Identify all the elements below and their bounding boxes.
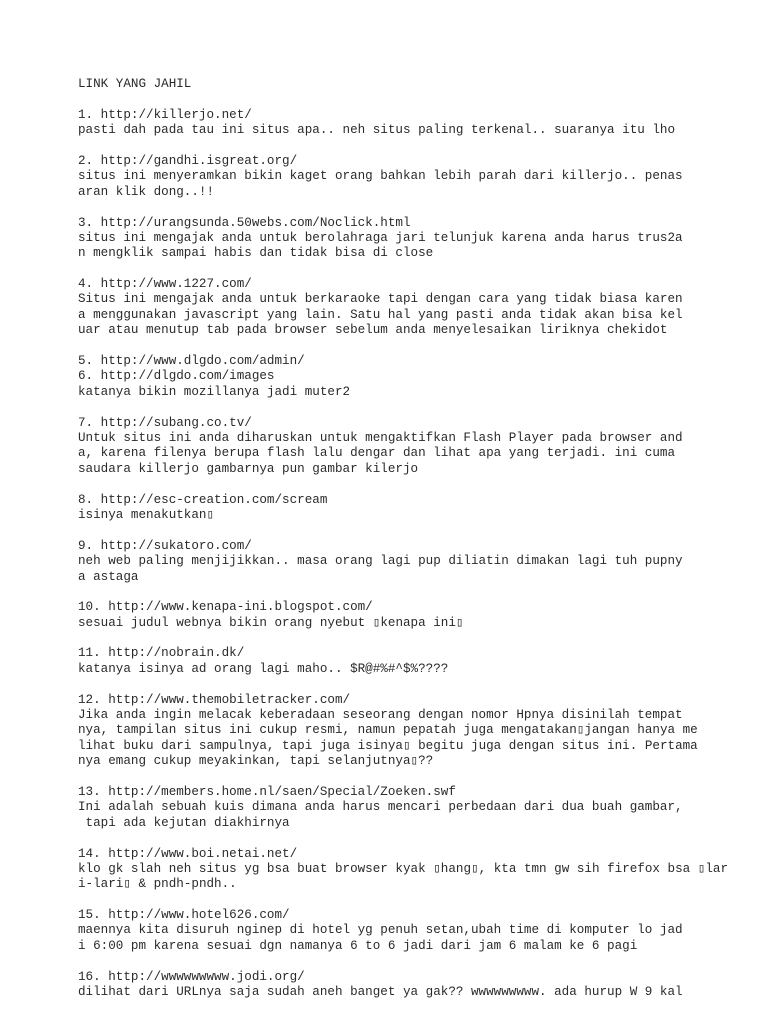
- link-description: nya emang cukup meyakinkan, tapi selanjutnya▯??: [78, 754, 434, 769]
- link-url[interactable]: 4. http://www.1227.com/: [78, 277, 252, 292]
- link-description: i 6:00 pm karena sesuai dgn namanya 6 to 6 jadi dari jam 6 malam ke 6 pagi: [78, 938, 638, 953]
- link-description: katanya isinya ad orang lagi maho.. $R@#%#^$%????: [78, 661, 449, 676]
- document-title: LINK YANG JAHIL: [78, 77, 192, 91]
- link-description: pasti dah pada tau ini situs apa.. neh situs paling terkenal.. suaranya itu lho: [78, 123, 676, 138]
- link-url[interactable]: 5. http://www.dlgdo.com/admin/: [78, 354, 305, 369]
- link-description: maennya kita disuruh nginep di hotel yg penuh setan,ubah time di komputer lo jad: [78, 923, 683, 938]
- link-url[interactable]: 1. http://killerjo.net/: [78, 107, 252, 122]
- link-description: sesuai judul webnya bikin orang nyebut ▯kenapa ini▯: [78, 615, 464, 630]
- link-url[interactable]: 14. http://www.boi.netai.net/: [78, 846, 298, 861]
- link-url[interactable]: 10. http://www.kenapa-ini.blogspot.com/: [78, 600, 373, 615]
- link-url[interactable]: 2. http://gandhi.isgreat.org/: [78, 153, 298, 168]
- link-url[interactable]: 15. http://www.hotel626.com/: [78, 908, 290, 923]
- link-description: klo gk slah neh situs yg bsa buat browser kyak ▯hang▯, kta tmn gw sih firefox bsa ▯lar: [78, 861, 729, 876]
- link-description: isinya menakutkan▯: [78, 507, 215, 522]
- link-list: [78, 108, 758, 1001]
- link-url[interactable]: 6. http://dlgdo.com/images: [78, 369, 275, 384]
- link-description: Untuk situs ini anda diharuskan untuk mengaktifkan Flash Player pada browser and: [78, 430, 683, 445]
- link-description: a menggunakan javascript yang lain. Satu hal yang pasti anda tidak akan bisa kel: [78, 307, 683, 322]
- link-description: Situs ini mengajak anda untuk berkaraoke tapi dengan cara yang tidak biasa karen: [78, 292, 683, 307]
- link-description: Jika anda ingin melacak keberadaan seseorang dengan nomor Hpnya disinilah tempat: [78, 708, 683, 723]
- list-item: [78, 154, 758, 200]
- link-description: i-lari▯ & pndh-pndh..: [78, 877, 237, 892]
- link-description: a, karena filenya berupa flash lalu dengar dan lihat apa yang terjadi. ini cuma: [78, 446, 676, 461]
- list-item: [78, 216, 758, 262]
- link-description: uar atau menutup tab pada browser sebelum anda menyelesaikan liriknya chekidot: [78, 323, 668, 338]
- link-description: lihat buku dari sampulnya, tapi juga isinya▯ begitu juga dengan situs ini. Pertama: [78, 738, 698, 753]
- list-item: [78, 416, 758, 478]
- list-item: [78, 908, 758, 954]
- list-item: [78, 785, 758, 831]
- list-item: [78, 493, 758, 524]
- link-url[interactable]: 8. http://esc-creation.com/scream: [78, 492, 328, 507]
- link-description: aran klik dong..!!: [78, 184, 215, 199]
- list-item: [78, 354, 758, 400]
- document-page: [78, 77, 758, 1016]
- list-item: [78, 539, 758, 585]
- list-item: [78, 108, 758, 139]
- link-description: katanya bikin mozillanya jadi muter2: [78, 384, 351, 399]
- link-url[interactable]: 3. http://urangsunda.50webs.com/Noclick.html: [78, 215, 411, 230]
- link-url[interactable]: 16. http://wwwwwwwww.jodi.org/: [78, 969, 305, 984]
- list-item: [78, 847, 758, 893]
- link-description: saudara killerjo gambarnya pun gambar kilerjo: [78, 461, 419, 476]
- link-description: dilihat dari URLnya saja sudah aneh banget ya gak?? wwwwwwwww. ada hurup W 9 kal: [78, 985, 683, 1000]
- link-description: Ini adalah sebuah kuis dimana anda harus mencari perbedaan dari dua buah gambar,: [78, 800, 683, 815]
- list-item: [78, 970, 758, 1001]
- list-item: [78, 600, 758, 631]
- link-description: neh web paling menjijikkan.. masa orang lagi pup diliatin dimakan lagi tuh pupny: [78, 554, 683, 569]
- link-url[interactable]: 12. http://www.themobiletracker.com/: [78, 692, 351, 707]
- list-item: [78, 277, 758, 339]
- link-url[interactable]: 9. http://sukatoro.com/: [78, 538, 252, 553]
- link-description: nya, tampilan situs ini cukup resmi, namun pepatah juga mengatakan▯jangan hanya me: [78, 723, 698, 738]
- link-url[interactable]: 13. http://members.home.nl/saen/Special/Zoeken.swf: [78, 784, 456, 799]
- link-url[interactable]: 11. http://nobrain.dk/: [78, 646, 245, 661]
- link-description: a astaga: [78, 569, 139, 584]
- list-item: [78, 646, 758, 677]
- link-url[interactable]: 7. http://subang.co.tv/: [78, 415, 252, 430]
- link-description: n mengklik sampai habis dan tidak bisa di close: [78, 246, 434, 261]
- link-description: situs ini menyeramkan bikin kaget orang bahkan lebih parah dari killerjo.. penas: [78, 169, 683, 184]
- link-description: tapi ada kejutan diakhirnya: [78, 815, 290, 830]
- link-description: situs ini mengajak anda untuk berolahraga jari telunjuk karena anda harus trus2a: [78, 230, 683, 245]
- list-item: [78, 693, 758, 770]
